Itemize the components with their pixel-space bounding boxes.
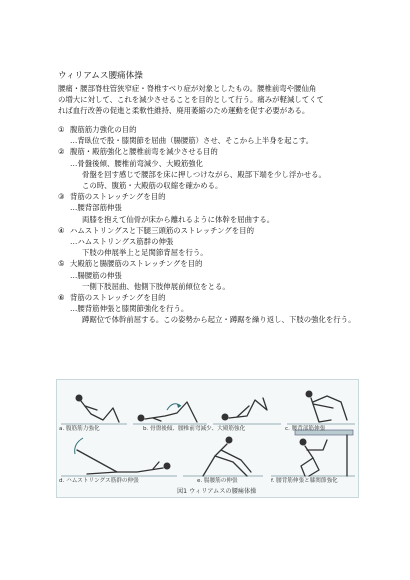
exercise-illustration: [56, 379, 359, 498]
intro-paragraph: [58, 83, 358, 116]
figure-title: 図1 ウィリアムスの腰痛体操: [177, 488, 257, 495]
exercise-item-4: [58, 225, 358, 259]
item-detail: 両膝を抱えて仙骨が床から離れるように体幹を屈曲する。: [82, 214, 275, 224]
item-goal: 背筋のストレッチングを目的: [70, 192, 166, 202]
exercise-item-5: [58, 258, 358, 292]
caption-b: b. 骨盤後傾、腰椎前弯減少、大殿筋強化: [143, 426, 246, 432]
intro-line: れば血行改善の促進と柔軟性維持、廃用萎縮のため運動を促す必要がある。: [58, 106, 310, 115]
exercise-item-1: [58, 124, 358, 146]
item-goal: ハムストリングスと下腿三頭筋のストレッチングを目的: [70, 225, 254, 235]
exercise-item-3: [58, 191, 358, 225]
item-detail: 蹲踞位で体幹前屈する。この姿勢から起立・蹲踞を繰り返し、下肢の強化を行う。: [82, 315, 356, 325]
item-goal: 腹筋・殿筋強化と腰椎前弯を減少させる目的: [70, 147, 218, 157]
figure-d-leg-raise: [61, 438, 177, 476]
caption-c: c. 腰背部筋伸張: [285, 426, 326, 432]
item-detail: …ハムストリングス筋群の伸張: [70, 237, 174, 247]
exercise-item-6: [58, 292, 358, 326]
intro-line: 腰痛・腰部脊柱管狭窄症・脊椎すべり症が対象としたもの。腰椎前弯や腰仙角: [58, 84, 317, 93]
figure-c-knee-hug: [287, 391, 355, 425]
caption-e: e. 腸腰筋の伸張: [197, 478, 238, 484]
figure-f-squat: [271, 430, 355, 476]
figure-e-lunge: [183, 437, 263, 477]
caption-f: f. 腰背筋伸張と膝関節強化: [271, 478, 338, 484]
item-goal: 腹筋筋力強化の目的: [70, 125, 137, 134]
item-number: ①: [58, 125, 65, 134]
item-number: ③: [58, 192, 65, 202]
caption-a: a. 腹筋筋力強化: [59, 426, 100, 432]
item-goal: 背筋のストレッチングを目的: [70, 293, 166, 303]
item-detail: …腰背筋伸張と膝関節強化を行う。: [70, 304, 189, 314]
caption-d: d. ハムストリングス筋群の伸張: [59, 478, 139, 484]
figure-b2-knees-up: [213, 398, 281, 424]
item-detail: 一側下肢屈曲、他側下肢伸展前傾位をとる。: [82, 281, 230, 291]
item-detail: …腰背部筋伸張: [70, 203, 122, 213]
item-detail: …背臥位で股・膝関節を屈曲（腸腰筋）させ、そこから上半身を起こす。: [70, 136, 314, 146]
item-detail: 骨盤を回す感じで腰部を床に押しつけながら、殿部下端を少し浮かせる。: [82, 169, 326, 179]
intro-line: の増大に対して、これを減少させることを目的として行う。痛みが軽減してくて: [58, 95, 324, 104]
item-goal: 大殿筋と腸腰筋のストレッチングを目的: [70, 259, 203, 269]
item-number: ④: [58, 225, 65, 235]
item-detail: …腸腰筋の伸張: [70, 270, 122, 280]
item-number: ⑥: [58, 293, 65, 303]
item-number: ②: [58, 147, 65, 157]
exercise-item-2: [58, 146, 358, 191]
figure-b-pelvic-tilt: [133, 402, 207, 424]
document-title: ウィリアムス腰痛体操: [58, 71, 143, 81]
figure-a-situp: [61, 395, 127, 425]
document-body: [58, 70, 358, 326]
item-detail: …骨盤後傾、腰椎前弯減少、大殿筋強化: [70, 158, 204, 168]
item-detail: この時、腹筋・大殿筋の収縮を確かめる。: [82, 181, 223, 191]
item-number: ⑤: [58, 259, 65, 269]
item-detail: 下肢の伸展挙上と足関節背屈を行う。: [82, 248, 208, 258]
